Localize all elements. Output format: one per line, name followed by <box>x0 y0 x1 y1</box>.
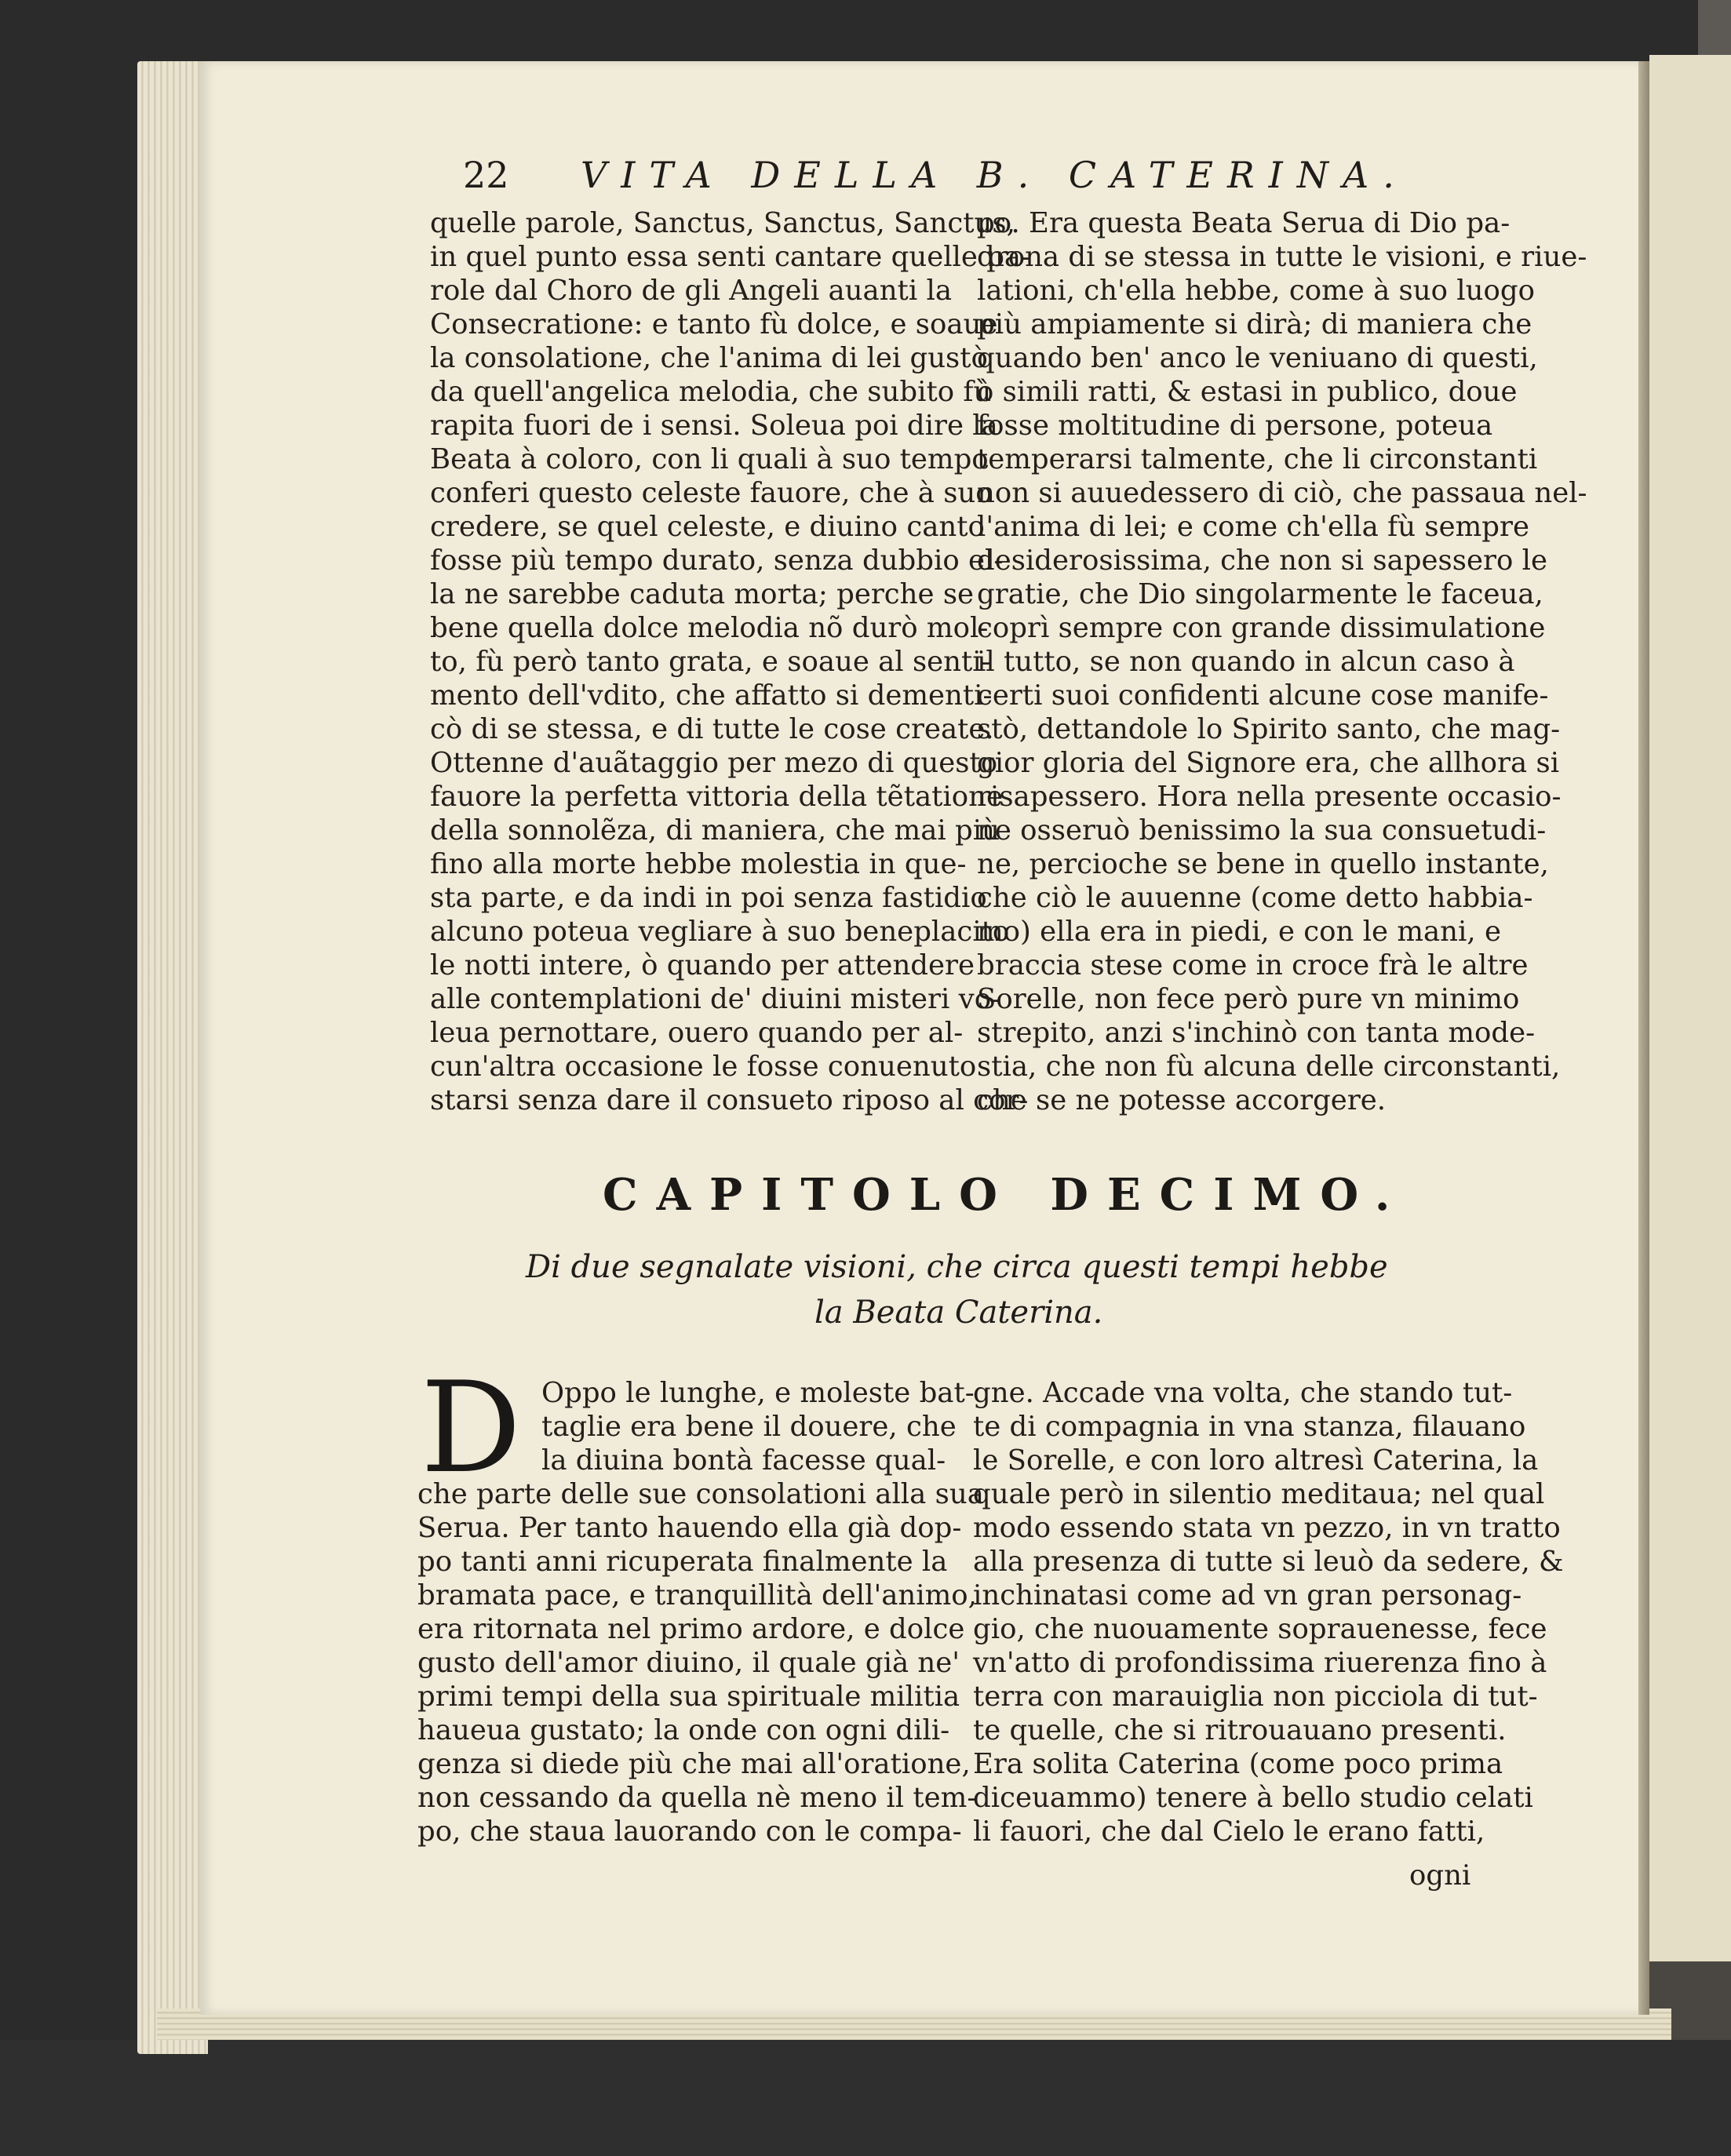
text-line: non si auuedessero di ciò, che passaua nel- <box>977 477 1587 509</box>
text-line: ò simili ratti, & estasi in publico, doue <box>977 376 1518 408</box>
text-line: fino alla morte hebbe molestia in que- <box>430 848 967 880</box>
text-line: coprì sempre con grande dissimulatione <box>977 612 1546 644</box>
drop-cap: D <box>421 1354 522 1501</box>
text-line: quale però in silentio meditaua; nel qual <box>973 1478 1545 1510</box>
text-line: della sonnolẽza, di maniera, che mai più <box>430 814 1000 847</box>
column-left-bottom <box>417 1376 984 1848</box>
text-line: role dal Choro de gli Angeli auanti la <box>430 275 952 307</box>
text-line: gio, che nuouamente soprauenesse, fece <box>973 1613 1547 1645</box>
text-line: che ciò le auuenne (come detto habbia- <box>977 882 1533 914</box>
text-line: gratie, che Dio singolarmente le faceua, <box>977 578 1543 610</box>
text-line: Era solita Caterina (come poco prima <box>973 1748 1503 1780</box>
text-line: in quel punto essa senti cantare quelle pa- <box>430 241 1031 273</box>
text-line: più ampiamente si dirà; di maniera che <box>977 308 1532 341</box>
text-line: l'anima di lei; e come ch'ella fù sempre <box>977 511 1529 543</box>
text-line: terra con marauiglia non picciola di tut- <box>973 1681 1538 1713</box>
text-line: gior gloria del Signore era, che allhora si <box>977 747 1560 779</box>
text-line: risapessero. Hora nella presente occasio- <box>977 781 1562 813</box>
text-line: bene quella dolce melodia nõ durò mol- <box>430 612 989 644</box>
text-line: li fauori, che dal Cielo le erano fatti, <box>973 1815 1485 1848</box>
text-line: alla presenza di tutte si leuò da sedere, & <box>973 1546 1564 1578</box>
text-line: taglie era bene il douere, che <box>541 1411 957 1443</box>
text-line: gusto dell'amor diuino, il quale già ne' <box>417 1647 960 1679</box>
text-line: po, che staua lauorando con le compa- <box>417 1815 962 1848</box>
text-line: haueua gustato; la onde con ogni dili- <box>417 1714 950 1746</box>
text-line: leua pernottare, ouero quando per al- <box>430 1017 964 1049</box>
catchword: ogni <box>1409 1859 1471 1892</box>
text-line: Sorelle, non fece però pure vn minimo <box>977 983 1520 1015</box>
text-line: drona di se stessa in tutte le visioni, e riue- <box>977 241 1587 273</box>
chapter-title: CAPITOLO DECIMO. <box>603 1169 1409 1221</box>
chapter-subtitle-line1: Di due segnalate visioni, che circa questi tempi hebbe <box>526 1249 1388 1285</box>
text-line: Serua. Per tanto hauendo ella già dop- <box>417 1512 962 1544</box>
running-head: VITA DELLA B. CATERINA. <box>581 154 1408 196</box>
column-left-top <box>430 206 1031 1117</box>
text-line: strepito, anzi s'inchinò con tanta mode- <box>977 1017 1536 1049</box>
text-line: alcuno poteua vegliare à suo beneplacito <box>430 916 1010 948</box>
text-line: diceuammo) tenere à bello studio celati <box>973 1782 1533 1814</box>
text-line: da quell'angelica melodia, che subito fù <box>430 376 992 408</box>
text-line: mento dell'vdito, che affatto si dementi- <box>430 679 993 712</box>
column-right-top <box>977 206 1587 1117</box>
text-line: sta parte, e da indi in poi senza fastidio <box>430 882 987 914</box>
text-line: le Sorelle, e con loro altresì Caterina, la <box>973 1444 1539 1477</box>
text-line: che se ne potesse accorgere. <box>977 1084 1387 1116</box>
text-line: bramata pace, e tranquillità dell'animo, <box>417 1579 977 1612</box>
text-line: quando ben' anco le veniuano di questi, <box>977 342 1538 374</box>
text-line: ne osseruò benissimo la sua consuetudi- <box>977 814 1547 847</box>
text-line: fosse moltitudine di persone, poteua <box>977 410 1493 442</box>
text-line: la consolatione, che l'anima di lei gustò <box>430 342 988 374</box>
text-line: to, fù però tanto grata, e soaue al senti- <box>430 646 991 678</box>
text-line: po. Era questa Beata Serua di Dio pa- <box>977 207 1511 239</box>
text-line: certi suoi confidenti alcune cose manife- <box>977 679 1549 712</box>
background-bottom <box>0 2040 1731 2156</box>
book-gutter <box>1638 61 1649 2015</box>
text-line: Consecratione: e tanto fù dolce, e soaue <box>430 308 998 341</box>
text-line: quelle parole, Sanctus, Sanctus, Sanctus, <box>430 207 1015 239</box>
page-edges <box>137 61 208 2054</box>
text-line: genza si diede più che mai all'oratione, <box>417 1748 971 1780</box>
text-line: Beata à coloro, con li quali à suo tempo <box>430 443 989 475</box>
text-line: conferi questo celeste fauore, che à suo <box>430 477 993 509</box>
text-line: primi tempi della sua spirituale militia <box>417 1681 960 1713</box>
text-line: temperarsi talmente, che li circonstanti <box>977 443 1538 475</box>
text-line: lationi, ch'ella hebbe, come à suo luogo <box>977 275 1535 307</box>
text-line: braccia stese come in croce frà le altre <box>977 949 1529 981</box>
text-line: te quelle, che si ritrouauano presenti. <box>973 1714 1507 1746</box>
text-line: alle contemplationi de' diuini misteri vo- <box>430 983 1001 1015</box>
text-line: che parte delle sue consolationi alla sua <box>417 1478 984 1510</box>
text-line: starsi senza dare il consueto riposo al cor- <box>430 1084 1029 1116</box>
text-line: inchinatasi come ad vn gran personag- <box>973 1579 1522 1612</box>
text-line: le notti intere, ò quando per attendere <box>430 949 975 981</box>
text-line: il tutto, se non quando in alcun caso à <box>977 646 1515 678</box>
text-line: cun'altra occasione le fosse conuenuto <box>430 1051 977 1083</box>
text-line: fauore la perfetta vittoria della tẽtatione <box>430 781 1003 813</box>
text-line: modo essendo stata vn pezzo, in vn tratto <box>973 1512 1561 1544</box>
text-line: desiderosissima, che non si sapessero le <box>977 544 1547 577</box>
text-line: rapita fuori de i sensi. Soleua poi dire la <box>430 410 998 442</box>
text-line: cò di se stessa, e di tutte le cose create. <box>430 713 994 745</box>
text-line: stia, che non fù alcuna delle circonstanti, <box>977 1051 1561 1083</box>
text-line: fosse più tempo durato, senza dubbio el- <box>430 544 1004 577</box>
text-line: la ne sarebbe caduta morta; perche se <box>430 578 975 610</box>
page-number: 22 <box>463 154 509 196</box>
text-line: Oppo le lunghe, e moleste bat- <box>541 1377 975 1409</box>
text-line: vn'atto di profondissima riuerenza fino à <box>973 1647 1547 1679</box>
text-line: gne. Accade vna volta, che stando tut- <box>973 1377 1513 1409</box>
text-line: po tanti anni ricuperata finalmente la <box>417 1546 948 1578</box>
text-line: Ottenne d'auãtaggio per mezo di questo <box>430 747 998 779</box>
text-line: non cessando da quella nè meno il tem- <box>417 1782 977 1814</box>
text-line: la diuina bontà facesse qual- <box>541 1444 946 1477</box>
chapter-subtitle-line2: la Beata Caterina. <box>814 1295 1103 1331</box>
text-line: stò, dettandole lo Spirito santo, che mag- <box>977 713 1561 745</box>
text-line: te di compagnia in vna stanza, filauano <box>973 1411 1526 1443</box>
column-right-bottom <box>973 1376 1564 1848</box>
text-line: mo) ella era in piedi, e con le mani, e <box>977 916 1501 948</box>
text-line: ne, percioche se bene in quello instante, <box>977 848 1549 880</box>
text-line: credere, se quel celeste, e diuino canto <box>430 511 985 543</box>
next-page-edge <box>1649 55 1731 2024</box>
text-line: era ritornata nel primo ardore, e dolce <box>417 1613 965 1645</box>
